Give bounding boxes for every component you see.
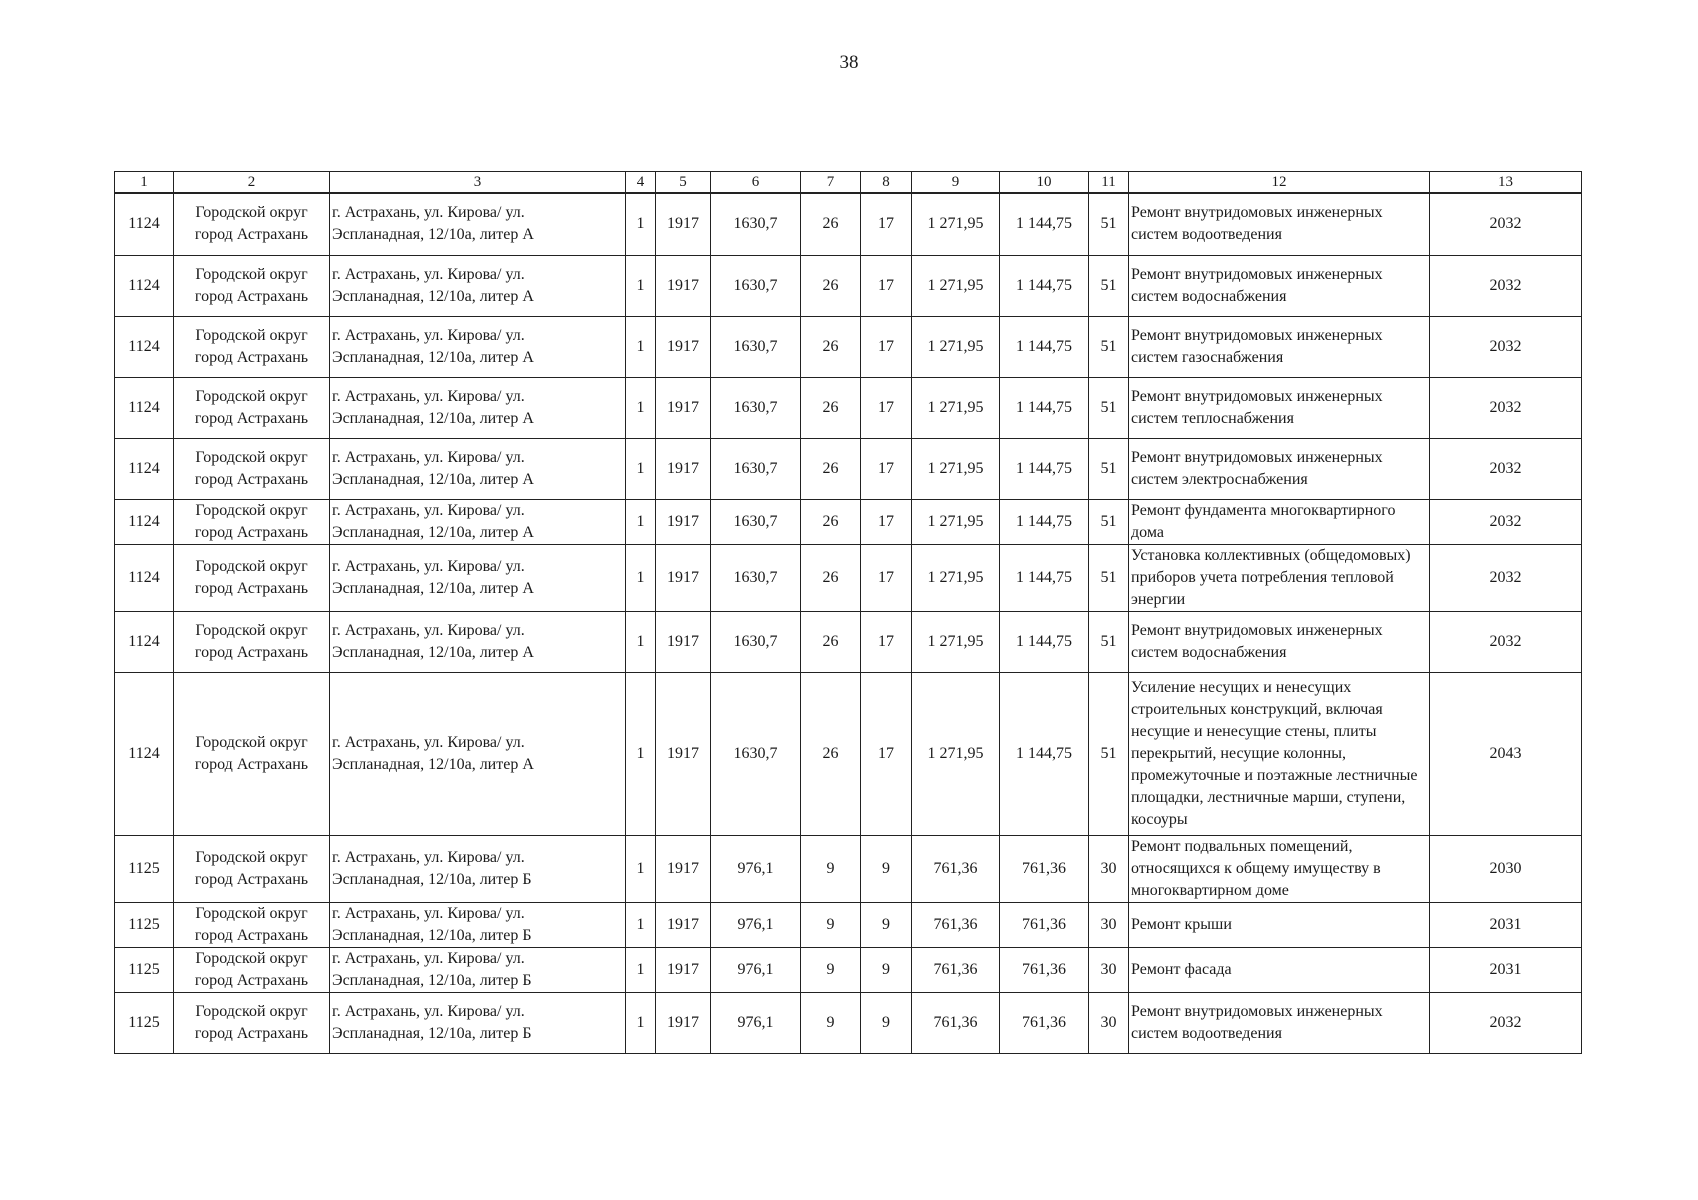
table-row [115, 835, 1582, 902]
area-cell: 1630,7 [711, 316, 801, 377]
address-cell: г. Астрахань, ул. Кирова/ ул. Эспланадная, 12/10а, литер А [330, 377, 626, 438]
column-header: 1 [115, 172, 174, 194]
column-7-cell: 26 [801, 544, 861, 611]
column-10-cell: 1 144,75 [1000, 316, 1089, 377]
planned-year-cell: 2032 [1430, 544, 1582, 611]
table-row [115, 193, 1582, 255]
column-4-cell: 1 [626, 544, 656, 611]
column-8-cell: 17 [861, 193, 912, 255]
column-11-cell: 51 [1089, 193, 1129, 255]
column-11-cell: 51 [1089, 438, 1129, 499]
column-11-cell: 30 [1089, 992, 1129, 1053]
column-11-cell: 51 [1089, 316, 1129, 377]
address-cell: г. Астрахань, ул. Кирова/ ул. Эспланадная, 12/10а, литер А [330, 193, 626, 255]
work-type-cell: Ремонт внутридомовых инженерных систем водоснабжения [1129, 611, 1430, 672]
planned-year-cell: 2030 [1430, 835, 1582, 902]
table-row [115, 316, 1582, 377]
address-cell: г. Астрахань, ул. Кирова/ ул. Эспланадная, 12/10а, литер Б [330, 947, 626, 992]
column-header: 9 [912, 172, 1000, 194]
year-cell: 1917 [656, 947, 711, 992]
object-number-cell: 1124 [115, 316, 174, 377]
column-9-cell: 761,36 [912, 902, 1000, 947]
column-10-cell: 1 144,75 [1000, 499, 1089, 544]
column-10-cell: 1 144,75 [1000, 438, 1089, 499]
municipality-cell: Городской округ город Астрахань [174, 316, 330, 377]
column-10-cell: 1 144,75 [1000, 672, 1089, 835]
table-row [115, 992, 1582, 1053]
area-cell: 976,1 [711, 992, 801, 1053]
column-header: 8 [861, 172, 912, 194]
municipality-cell: Городской округ город Астрахань [174, 499, 330, 544]
planned-year-cell: 2031 [1430, 947, 1582, 992]
planned-year-cell: 2032 [1430, 992, 1582, 1053]
work-type-cell: Ремонт крыши [1129, 902, 1430, 947]
area-cell: 1630,7 [711, 611, 801, 672]
year-cell: 1917 [656, 902, 711, 947]
work-type-cell: Ремонт внутридомовых инженерных систем электроснабжения [1129, 438, 1430, 499]
municipality-cell: Городской округ город Астрахань [174, 902, 330, 947]
column-9-cell: 1 271,95 [912, 316, 1000, 377]
work-type-cell: Ремонт фасада [1129, 947, 1430, 992]
column-7-cell: 26 [801, 255, 861, 316]
table-body [115, 193, 1582, 1053]
object-number-cell: 1124 [115, 544, 174, 611]
area-cell: 1630,7 [711, 193, 801, 255]
column-11-cell: 30 [1089, 902, 1129, 947]
column-10-cell: 1 144,75 [1000, 193, 1089, 255]
column-8-cell: 17 [861, 499, 912, 544]
object-number-cell: 1124 [115, 438, 174, 499]
column-11-cell: 51 [1089, 255, 1129, 316]
address-cell: г. Астрахань, ул. Кирова/ ул. Эспланадная, 12/10а, литер Б [330, 902, 626, 947]
column-10-cell: 1 144,75 [1000, 377, 1089, 438]
column-10-cell: 761,36 [1000, 835, 1089, 902]
column-10-cell: 1 144,75 [1000, 544, 1089, 611]
column-9-cell: 761,36 [912, 947, 1000, 992]
column-9-cell: 1 271,95 [912, 255, 1000, 316]
object-number-cell: 1124 [115, 672, 174, 835]
planned-year-cell: 2032 [1430, 377, 1582, 438]
column-4-cell: 1 [626, 902, 656, 947]
area-cell: 1630,7 [711, 672, 801, 835]
column-8-cell: 17 [861, 672, 912, 835]
table-row [115, 377, 1582, 438]
year-cell: 1917 [656, 835, 711, 902]
column-7-cell: 9 [801, 902, 861, 947]
column-10-cell: 761,36 [1000, 947, 1089, 992]
column-9-cell: 1 271,95 [912, 544, 1000, 611]
column-8-cell: 17 [861, 438, 912, 499]
municipality-cell: Городской округ город Астрахань [174, 947, 330, 992]
address-cell: г. Астрахань, ул. Кирова/ ул. Эспланадная, 12/10а, литер А [330, 672, 626, 835]
object-number-cell: 1125 [115, 902, 174, 947]
year-cell: 1917 [656, 544, 711, 611]
municipality-cell: Городской округ город Астрахань [174, 544, 330, 611]
column-10-cell: 761,36 [1000, 902, 1089, 947]
column-11-cell: 51 [1089, 377, 1129, 438]
municipality-cell: Городской округ город Астрахань [174, 992, 330, 1053]
column-header: 7 [801, 172, 861, 194]
table-row [115, 255, 1582, 316]
column-header: 12 [1129, 172, 1430, 194]
municipality-cell: Городской округ город Астрахань [174, 255, 330, 316]
table-row [115, 438, 1582, 499]
object-number-cell: 1124 [115, 377, 174, 438]
planned-year-cell: 2032 [1430, 499, 1582, 544]
address-cell: г. Астрахань, ул. Кирова/ ул. Эспланадная, 12/10а, литер Б [330, 992, 626, 1053]
column-9-cell: 1 271,95 [912, 193, 1000, 255]
column-9-cell: 1 271,95 [912, 377, 1000, 438]
column-9-cell: 1 271,95 [912, 499, 1000, 544]
address-cell: г. Астрахань, ул. Кирова/ ул. Эспланадная, 12/10а, литер А [330, 544, 626, 611]
year-cell: 1917 [656, 316, 711, 377]
capital-repair-table [114, 171, 1582, 1054]
column-8-cell: 9 [861, 835, 912, 902]
area-cell: 1630,7 [711, 255, 801, 316]
column-9-cell: 1 271,95 [912, 611, 1000, 672]
table-row [115, 544, 1582, 611]
column-10-cell: 761,36 [1000, 992, 1089, 1053]
column-4-cell: 1 [626, 992, 656, 1053]
year-cell: 1917 [656, 992, 711, 1053]
column-4-cell: 1 [626, 438, 656, 499]
column-10-cell: 1 144,75 [1000, 255, 1089, 316]
column-11-cell: 30 [1089, 947, 1129, 992]
planned-year-cell: 2032 [1430, 193, 1582, 255]
column-11-cell: 51 [1089, 611, 1129, 672]
planned-year-cell: 2032 [1430, 255, 1582, 316]
year-cell: 1917 [656, 499, 711, 544]
table-row [115, 672, 1582, 835]
planned-year-cell: 2043 [1430, 672, 1582, 835]
column-header: 13 [1430, 172, 1582, 194]
column-7-cell: 26 [801, 499, 861, 544]
work-type-cell: Ремонт внутридомовых инженерных систем водоотведения [1129, 992, 1430, 1053]
year-cell: 1917 [656, 193, 711, 255]
address-cell: г. Астрахань, ул. Кирова/ ул. Эспланадная, 12/10а, литер А [330, 255, 626, 316]
column-4-cell: 1 [626, 947, 656, 992]
area-cell: 976,1 [711, 947, 801, 992]
object-number-cell: 1124 [115, 255, 174, 316]
year-cell: 1917 [656, 255, 711, 316]
planned-year-cell: 2032 [1430, 611, 1582, 672]
address-cell: г. Астрахань, ул. Кирова/ ул. Эспланадная, 12/10а, литер А [330, 438, 626, 499]
year-cell: 1917 [656, 611, 711, 672]
year-cell: 1917 [656, 672, 711, 835]
table-header [115, 172, 1582, 194]
area-cell: 1630,7 [711, 544, 801, 611]
work-type-cell: Ремонт внутридомовых инженерных систем водоснабжения [1129, 255, 1430, 316]
municipality-cell: Городской округ город Астрахань [174, 672, 330, 835]
column-header: 5 [656, 172, 711, 194]
column-8-cell: 9 [861, 902, 912, 947]
column-8-cell: 9 [861, 947, 912, 992]
year-cell: 1917 [656, 377, 711, 438]
object-number-cell: 1125 [115, 947, 174, 992]
column-8-cell: 17 [861, 255, 912, 316]
work-type-cell: Ремонт внутридомовых инженерных систем газоснабжения [1129, 316, 1430, 377]
column-7-cell: 9 [801, 992, 861, 1053]
column-8-cell: 17 [861, 377, 912, 438]
header-row [115, 172, 1582, 194]
column-4-cell: 1 [626, 672, 656, 835]
column-7-cell: 26 [801, 316, 861, 377]
work-type-cell: Установка коллективных (общедомовых) приборов учета потребления тепловой энергии [1129, 544, 1430, 611]
address-cell: г. Астрахань, ул. Кирова/ ул. Эспланадная, 12/10а, литер Б [330, 835, 626, 902]
column-4-cell: 1 [626, 316, 656, 377]
object-number-cell: 1124 [115, 499, 174, 544]
column-7-cell: 9 [801, 947, 861, 992]
column-7-cell: 9 [801, 835, 861, 902]
column-header: 6 [711, 172, 801, 194]
column-10-cell: 1 144,75 [1000, 611, 1089, 672]
object-number-cell: 1124 [115, 193, 174, 255]
table-row [115, 902, 1582, 947]
column-header: 3 [330, 172, 626, 194]
municipality-cell: Городской округ город Астрахань [174, 438, 330, 499]
work-type-cell: Ремонт внутридомовых инженерных систем водоотведения [1129, 193, 1430, 255]
work-type-cell: Ремонт фундамента многоквартирного дома [1129, 499, 1430, 544]
column-header: 10 [1000, 172, 1089, 194]
table-row [115, 499, 1582, 544]
column-9-cell: 761,36 [912, 992, 1000, 1053]
object-number-cell: 1124 [115, 611, 174, 672]
column-7-cell: 26 [801, 438, 861, 499]
planned-year-cell: 2032 [1430, 438, 1582, 499]
column-8-cell: 17 [861, 544, 912, 611]
address-cell: г. Астрахань, ул. Кирова/ ул. Эспланадная, 12/10а, литер А [330, 611, 626, 672]
municipality-cell: Городской округ город Астрахань [174, 193, 330, 255]
area-cell: 1630,7 [711, 499, 801, 544]
column-4-cell: 1 [626, 255, 656, 316]
object-number-cell: 1125 [115, 992, 174, 1053]
column-11-cell: 30 [1089, 835, 1129, 902]
column-7-cell: 26 [801, 193, 861, 255]
column-header: 2 [174, 172, 330, 194]
column-9-cell: 761,36 [912, 835, 1000, 902]
column-11-cell: 51 [1089, 672, 1129, 835]
work-type-cell: Усиление несущих и ненесущих строительных конструкций, включая несущие и ненесущие стены, плиты перекрытий, несущие колонны, промежуточные и поэтажные лестничные площадки, лестничные марши, ступени, косоуры [1129, 672, 1430, 835]
planned-year-cell: 2031 [1430, 902, 1582, 947]
municipality-cell: Городской округ город Астрахань [174, 611, 330, 672]
municipality-cell: Городской округ город Астрахань [174, 377, 330, 438]
work-type-cell: Ремонт подвальных помещений, относящихся к общему имуществу в многоквартирном доме [1129, 835, 1430, 902]
table-row [115, 947, 1582, 992]
page-number: 38 [839, 52, 859, 73]
column-7-cell: 26 [801, 377, 861, 438]
planned-year-cell: 2032 [1430, 316, 1582, 377]
municipality-cell: Городской округ город Астрахань [174, 835, 330, 902]
column-11-cell: 51 [1089, 544, 1129, 611]
column-4-cell: 1 [626, 377, 656, 438]
area-cell: 976,1 [711, 902, 801, 947]
column-8-cell: 17 [861, 611, 912, 672]
address-cell: г. Астрахань, ул. Кирова/ ул. Эспланадная, 12/10а, литер А [330, 316, 626, 377]
column-4-cell: 1 [626, 193, 656, 255]
column-8-cell: 9 [861, 992, 912, 1053]
area-cell: 976,1 [711, 835, 801, 902]
column-header: 11 [1089, 172, 1129, 194]
work-type-cell: Ремонт внутридомовых инженерных систем теплоснабжения [1129, 377, 1430, 438]
column-4-cell: 1 [626, 499, 656, 544]
column-header: 4 [626, 172, 656, 194]
table-row [115, 611, 1582, 672]
column-9-cell: 1 271,95 [912, 672, 1000, 835]
column-4-cell: 1 [626, 611, 656, 672]
column-7-cell: 26 [801, 672, 861, 835]
area-cell: 1630,7 [711, 438, 801, 499]
year-cell: 1917 [656, 438, 711, 499]
column-7-cell: 26 [801, 611, 861, 672]
area-cell: 1630,7 [711, 377, 801, 438]
column-11-cell: 51 [1089, 499, 1129, 544]
address-cell: г. Астрахань, ул. Кирова/ ул. Эспланадная, 12/10а, литер А [330, 499, 626, 544]
object-number-cell: 1125 [115, 835, 174, 902]
column-9-cell: 1 271,95 [912, 438, 1000, 499]
column-8-cell: 17 [861, 316, 912, 377]
column-4-cell: 1 [626, 835, 656, 902]
